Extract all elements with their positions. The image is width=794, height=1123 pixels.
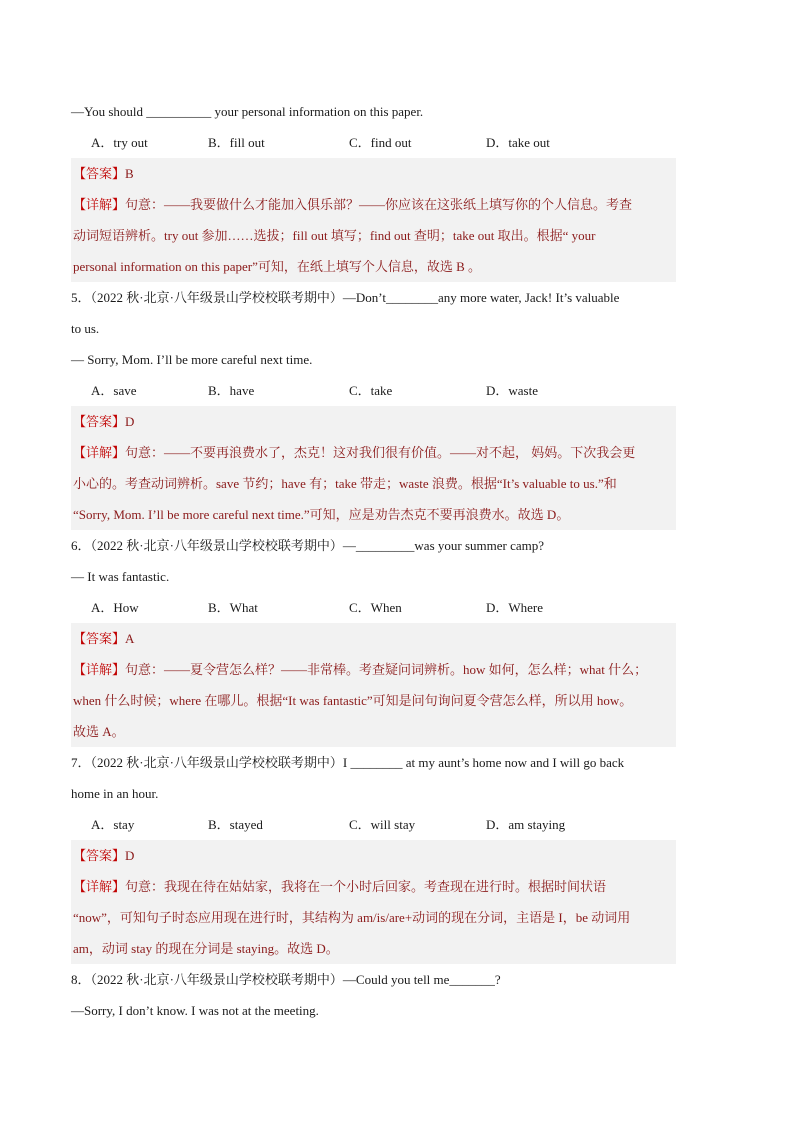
- q7-answer-tag: 【答案】: [73, 848, 126, 863]
- q5-answer-tag: 【答案】: [73, 414, 126, 429]
- q6-detail-line-2: when 什么时候；where 在哪儿。根据“It was fantastic”可知是问句询问夏令营怎么样，所以用 how。: [73, 693, 633, 708]
- q7-detail-line-1: [71, 871, 676, 902]
- q7-detail-tag: 【详解】: [73, 879, 126, 894]
- q7-option-b: B．stayed: [208, 817, 263, 832]
- q4-option-c: C．find out: [349, 135, 412, 150]
- q4-option-a: A．try out: [91, 135, 148, 150]
- q6-answer-tag: 【答案】: [73, 631, 126, 646]
- q8-dialog-line: —Sorry, I don’t know. I was not at the meeting.: [71, 1003, 319, 1018]
- q6-option-c: C．When: [349, 600, 402, 615]
- q5-option-c: C．take: [349, 383, 393, 398]
- q5-detail-line-2: 小心的。考查动词辨析。save 节约；have 有；take 带走；waste 浪费。根据“It’s valuable to us.”和: [73, 476, 617, 491]
- q5-detail-tag: 【详解】: [73, 445, 126, 460]
- q7-stem-line-1: 7．（2022 秋·北京·八年级景山学校校联考期中）I ________ at my aunt’s home now and I will go back: [71, 755, 625, 770]
- q7-option-a: A．stay: [91, 817, 135, 832]
- q6-answer-value: A: [125, 631, 135, 646]
- q4-answer-tag: 【答案】: [73, 166, 126, 181]
- q7-detail-text-1: 句意：我现在待在姑姑家，我将在一个小时后回家。考查现在进行时。根据时间状语: [125, 879, 607, 894]
- q6-options: [71, 592, 676, 623]
- q4-option-d: D．take out: [486, 135, 550, 150]
- q5-detail-line-1: [71, 437, 676, 468]
- q6-answer-line: [71, 623, 676, 654]
- q4-detail-text-1: 句意：——我要做什么才能加入俱乐部？——你应该在这张纸上填写你的个人信息。考查: [125, 197, 633, 212]
- q6-stem-line-1: 6．（2022 秋·北京·八年级景山学校校联考期中）—_________was your summer camp?: [71, 538, 545, 553]
- q5-option-b: B．have: [208, 383, 255, 398]
- q7-answer-block: [71, 840, 676, 964]
- q4-detail-tag: 【详解】: [73, 197, 126, 212]
- q7-option-d: D．am staying: [486, 817, 566, 832]
- q6-option-b: B．What: [208, 600, 258, 615]
- q5-detail-text-1: 句意：——不要再浪费水了，杰克！这对我们很有价值。——对不起， 妈妈。下次我会更: [125, 445, 636, 460]
- q4-detail-line-3: personal information on this paper”可知，在纸上填写个人信息，故选 B 。: [73, 259, 482, 274]
- q6-detail-line-3: 故选 A。: [73, 724, 125, 739]
- q4-answer-value: B: [125, 166, 134, 181]
- q6-detail-line-1: [71, 654, 676, 685]
- q4-dialog-line: —You should __________ your personal information on this paper.: [71, 104, 424, 119]
- q7-options: [71, 809, 676, 840]
- q5-stem-line-2: to us.: [71, 321, 100, 336]
- q5-stem-line-1: 5．（2022 秋·北京·八年级景山学校校联考期中）—Don’t________any more water, Jack! It’s valuable: [71, 290, 620, 305]
- q5-dialog-line: — Sorry, Mom. I’ll be more careful next time.: [71, 352, 313, 367]
- q5-answer-value: D: [125, 414, 135, 429]
- q5-option-a: A．save: [91, 383, 137, 398]
- q6-answer-block: [71, 623, 676, 747]
- q7-answer-value: D: [125, 848, 135, 863]
- q5-option-d: D．waste: [486, 383, 538, 398]
- q7-stem-line-2: home in an hour.: [71, 786, 159, 801]
- q5-options: [71, 375, 676, 406]
- q8-stem-line-1: 8．（2022 秋·北京·八年级景山学校校联考期中）—Could you tell me_______?: [71, 972, 501, 987]
- q7-detail-line-3: am，动词 stay 的现在分词是 staying。故选 D。: [73, 941, 339, 956]
- q4-answer-block: [71, 158, 676, 282]
- q5-detail-line-3: “Sorry, Mom. I’ll be more careful next time.”可知，应是劝告杰克不要再浪费水。故选 D。: [73, 507, 570, 522]
- q6-dialog-line: — It was fantastic.: [71, 569, 170, 584]
- q4-detail-line-2: 动词短语辨析。try out 参加……选拔；fill out 填写；find out 查明；take out 取出。根据“ your: [73, 228, 596, 243]
- q6-option-a: A．How: [91, 600, 139, 615]
- q4-options: [71, 127, 676, 158]
- q4-answer-line: [71, 158, 676, 189]
- q6-detail-text-1: 句意：——夏令营怎么样？——非常棒。考查疑问词辨析。how 如何，怎么样；what 什么；: [125, 662, 648, 677]
- q5-answer-line: [71, 406, 676, 437]
- q6-detail-tag: 【详解】: [73, 662, 126, 677]
- q6-option-d: D．Where: [486, 600, 544, 615]
- q4-detail-line-1: [71, 189, 676, 220]
- q7-answer-line: [71, 840, 676, 871]
- document-page: [71, 96, 676, 1026]
- q7-option-c: C．will stay: [349, 817, 416, 832]
- q5-answer-block: [71, 406, 676, 530]
- q7-detail-line-2: “now”，可知句子时态应用现在进行时，其结构为 am/is/are+动词的现在分词，主语是 I，be 动词用: [73, 910, 631, 925]
- q4-option-b: B．fill out: [208, 135, 265, 150]
